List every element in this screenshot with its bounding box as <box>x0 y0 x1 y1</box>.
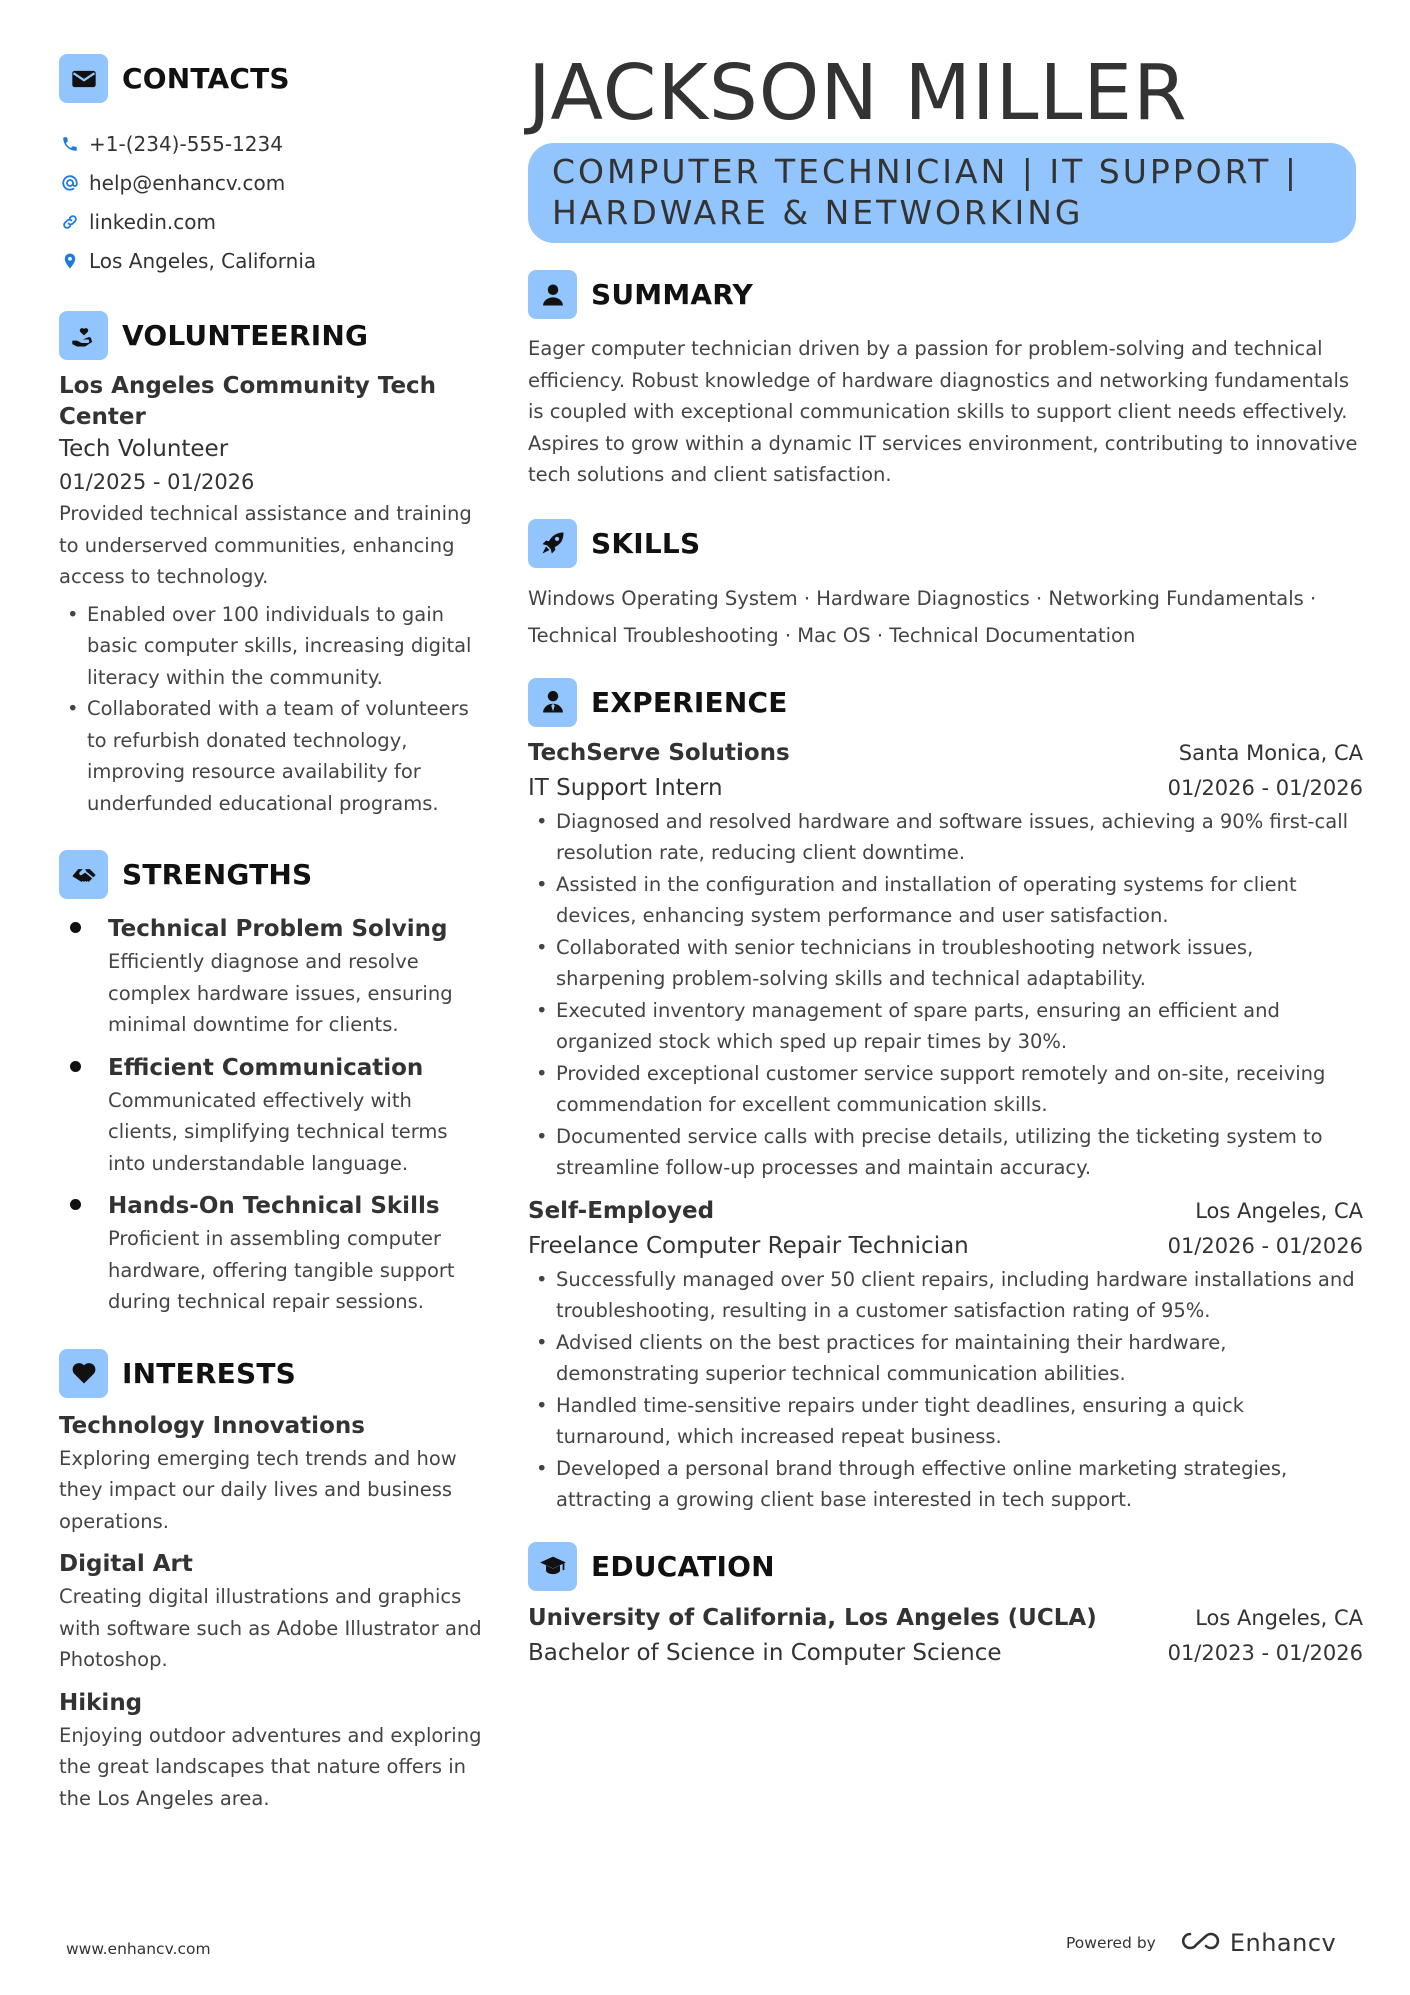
title-line: COMPUTER TECHNICIAN | IT SUPPORT | <box>552 152 1299 191</box>
education-section <box>528 1542 1363 1671</box>
interest-item <box>59 1409 484 1538</box>
list-item: • Collaborated with a team of volunteers to refurbish donated technology, improving resource availability for underfunded educational programs. <box>59 693 484 819</box>
strength-text: Proficient in assembling computer hardware, offering tangible support during technical repair sessions. <box>108 1227 455 1313</box>
experience-heading: EXPERIENCE <box>591 685 788 719</box>
summary-text: Eager computer technician driven by a passion for problem-solving and technical efficiency. Robust knowledge of hardware diagnostics and networking fundamentals is coupled with exceptional communication skills to support client needs effectively. Aspires to grow within a dynamic IT services environment, contributing to innovative tech solutions and client satisfaction. <box>528 337 1358 486</box>
enhancv-logo-icon <box>1180 1929 1224 1957</box>
volunteering-org: Los Angeles Community Tech Center <box>59 373 437 430</box>
right-column <box>528 50 1363 1671</box>
skills-heading: SKILLS <box>591 526 701 560</box>
contact-phone-text: +1-(234)-555-1234 <box>89 131 283 156</box>
interest-item <box>59 1686 484 1815</box>
graduation-cap-icon <box>528 1542 577 1591</box>
user-icon <box>528 270 577 319</box>
location-pin-icon <box>59 252 81 270</box>
list-item: • Developed a personal brand through effective online marketing strategies, attracting a growing client base interested in tech support. <box>528 1453 1363 1516</box>
job-company: Self-Employed <box>528 1197 715 1224</box>
skills-list <box>528 580 1363 654</box>
list-item: • Assisted in the configuration and installation of operating systems for client devices, enhancing system performance and user satisfaction. <box>528 869 1363 932</box>
list-item: • Successfully managed over 50 client repairs, including hardware installations and troubleshooting, resulting in a customer satisfaction rating of 95%. <box>528 1264 1363 1327</box>
list-item: • Diagnosed and resolved hardware and software issues, achieving a 90% first-call resolution rate, reducing client downtime. <box>528 806 1363 869</box>
contact-linkedin-text: linkedin.com <box>89 209 216 234</box>
job-dates: 01/2026 - 01/2026 <box>1167 775 1363 800</box>
contact-linkedin[interactable] <box>59 202 484 241</box>
strength-item <box>59 1189 484 1318</box>
list-item: • Documented service calls with precise details, utilizing the ticketing system to streamline follow-up processes and maintain accuracy. <box>528 1121 1363 1184</box>
interests-section <box>59 1349 484 1815</box>
volunteering-header <box>59 311 484 360</box>
education-dates: 01/2023 - 01/2026 <box>1167 1640 1363 1665</box>
job-entry <box>528 1194 1363 1516</box>
education-entry <box>528 1601 1363 1671</box>
bullet-dot <box>70 1061 81 1072</box>
job-subheader-row <box>528 1228 1363 1264</box>
phone-icon <box>59 135 81 153</box>
contact-location <box>59 241 484 280</box>
hand-heart-icon <box>59 311 108 360</box>
envelope-icon <box>59 54 108 103</box>
volunteering-bullets <box>59 599 484 820</box>
strength-item <box>59 912 484 1041</box>
list-item: • Executed inventory management of spare parts, ensuring an efficient and organized stock which sped up repair times by 30%. <box>528 995 1363 1058</box>
summary-heading: SUMMARY <box>591 278 754 311</box>
job-bullets <box>528 1264 1363 1516</box>
experience-section <box>528 678 1363 1516</box>
list-item: • Collaborated with senior technicians in troubleshooting network issues, sharpening problem-solving skills and technical adaptability. <box>528 932 1363 995</box>
interests-heading: INTERESTS <box>122 1356 296 1390</box>
brand-name: Enhancv <box>1229 1929 1337 1957</box>
powered-by-label: Powered by <box>1066 1934 1156 1952</box>
experience-header <box>528 678 1363 727</box>
skills-line: Windows Operating System · Hardware Diagnostics · Networking Fundamentals · <box>528 586 1317 610</box>
rocket-icon <box>528 519 577 568</box>
title-line: HARDWARE & NETWORKING <box>552 193 1084 232</box>
education-degree: Bachelor of Science in Computer Science <box>528 1639 1002 1666</box>
volunteering-entry <box>59 371 484 819</box>
footer-branding[interactable] <box>1066 1929 1336 1957</box>
strength-title: Technical Problem Solving <box>108 916 448 942</box>
job-entry <box>528 736 1363 1184</box>
job-location: Los Angeles, CA <box>1195 1198 1363 1223</box>
strengths-section <box>59 850 484 1318</box>
interest-title: Digital Art <box>59 1551 193 1577</box>
interest-text: Exploring emerging tech trends and how they impact our daily lives and business operations. <box>59 1446 457 1533</box>
interest-title: Hiking <box>59 1689 143 1716</box>
education-location: Los Angeles, CA <box>1195 1605 1363 1630</box>
strengths-header <box>59 850 484 899</box>
interests-list <box>59 1409 484 1815</box>
contact-list <box>59 124 484 280</box>
volunteering-role: Tech Volunteer <box>59 436 229 462</box>
education-school: University of California, Los Angeles (UCLA) <box>528 1604 1097 1631</box>
summary-header <box>528 270 1363 319</box>
list-item: • Enabled over 100 individuals to gain basic computer skills, increasing digital literacy within the community. <box>59 599 484 694</box>
heart-icon <box>59 1349 108 1398</box>
contacts-section <box>59 54 484 280</box>
title-banner <box>528 143 1356 243</box>
job-location: Santa Monica, CA <box>1178 740 1363 765</box>
contact-location-text: Los Angeles, California <box>89 248 317 273</box>
job-header-row <box>528 736 1363 770</box>
volunteering-heading: VOLUNTEERING <box>122 319 369 352</box>
list-item: • Handled time-sensitive repairs under tight deadlines, ensuring a quick turnaround, which increased repeat business. <box>528 1390 1363 1453</box>
interest-text: Enjoying outdoor adventures and exploring the great landscapes that nature offers in the Los Angeles area. <box>59 1723 482 1810</box>
volunteering-section <box>59 311 484 819</box>
list-item: • Provided exceptional customer service support remotely and on-site, receiving commendation for excellent communication skills. <box>528 1058 1363 1121</box>
education-heading: EDUCATION <box>591 1549 775 1583</box>
footer-website[interactable]: www.enhancv.com <box>66 1940 211 1958</box>
handshake-icon <box>59 850 108 899</box>
volunteering-description: Provided technical assistance and training to underserved communities, enhancing access to technology. <box>59 502 472 588</box>
contact-phone[interactable] <box>59 124 484 163</box>
education-subheader-row <box>528 1635 1363 1671</box>
bullet-dot <box>70 1199 81 1210</box>
skills-line: Technical Troubleshooting · Mac OS · Technical Documentation <box>528 623 1136 647</box>
interest-text: Creating digital illustrations and graphics with software such as Adobe Illustrator and Photoshop. <box>59 1585 482 1671</box>
job-header-row <box>528 1194 1363 1228</box>
interest-item <box>59 1547 484 1676</box>
at-icon <box>59 174 81 192</box>
job-subheader-row <box>528 770 1363 806</box>
job-role: Freelance Computer Repair Technician <box>528 1232 969 1259</box>
skills-header <box>528 519 1363 568</box>
job-dates: 01/2026 - 01/2026 <box>1167 1233 1363 1258</box>
strength-text: Efficiently diagnose and resolve complex hardware issues, ensuring minimal downtime for clients. <box>108 950 453 1036</box>
interests-header <box>59 1349 484 1398</box>
contacts-heading: CONTACTS <box>122 62 290 95</box>
contacts-header <box>59 54 484 103</box>
strength-title: Hands-On Technical Skills <box>108 1193 440 1219</box>
summary-section <box>528 270 1363 491</box>
education-header <box>528 1542 1363 1591</box>
skills-section <box>528 519 1363 654</box>
strengths-list <box>59 912 484 1318</box>
link-icon <box>59 213 81 231</box>
candidate-name: JACKSON MILLER <box>528 49 1188 138</box>
education-header-row <box>528 1601 1363 1635</box>
job-company: TechServe Solutions <box>528 739 790 766</box>
strengths-heading: STRENGTHS <box>122 858 313 891</box>
contact-email-text: help@enhancv.com <box>89 170 286 195</box>
job-bullets <box>528 806 1363 1184</box>
job-role: IT Support Intern <box>528 774 723 801</box>
strength-title: Efficient Communication <box>108 1054 424 1081</box>
strength-text: Communicated effectively with clients, simplifying technical terms into understandable language. <box>108 1088 448 1175</box>
interest-title: Technology Innovations <box>59 1412 365 1439</box>
bullet-dot <box>70 922 81 933</box>
user-tie-icon <box>528 678 577 727</box>
volunteering-dates: 01/2025 - 01/2026 <box>59 470 255 494</box>
left-column <box>59 54 484 1814</box>
contact-email[interactable] <box>59 163 484 202</box>
strength-item <box>59 1051 484 1180</box>
list-item: • Advised clients on the best practices for maintaining their hardware, demonstrating superior technical communication abilities. <box>528 1327 1363 1390</box>
